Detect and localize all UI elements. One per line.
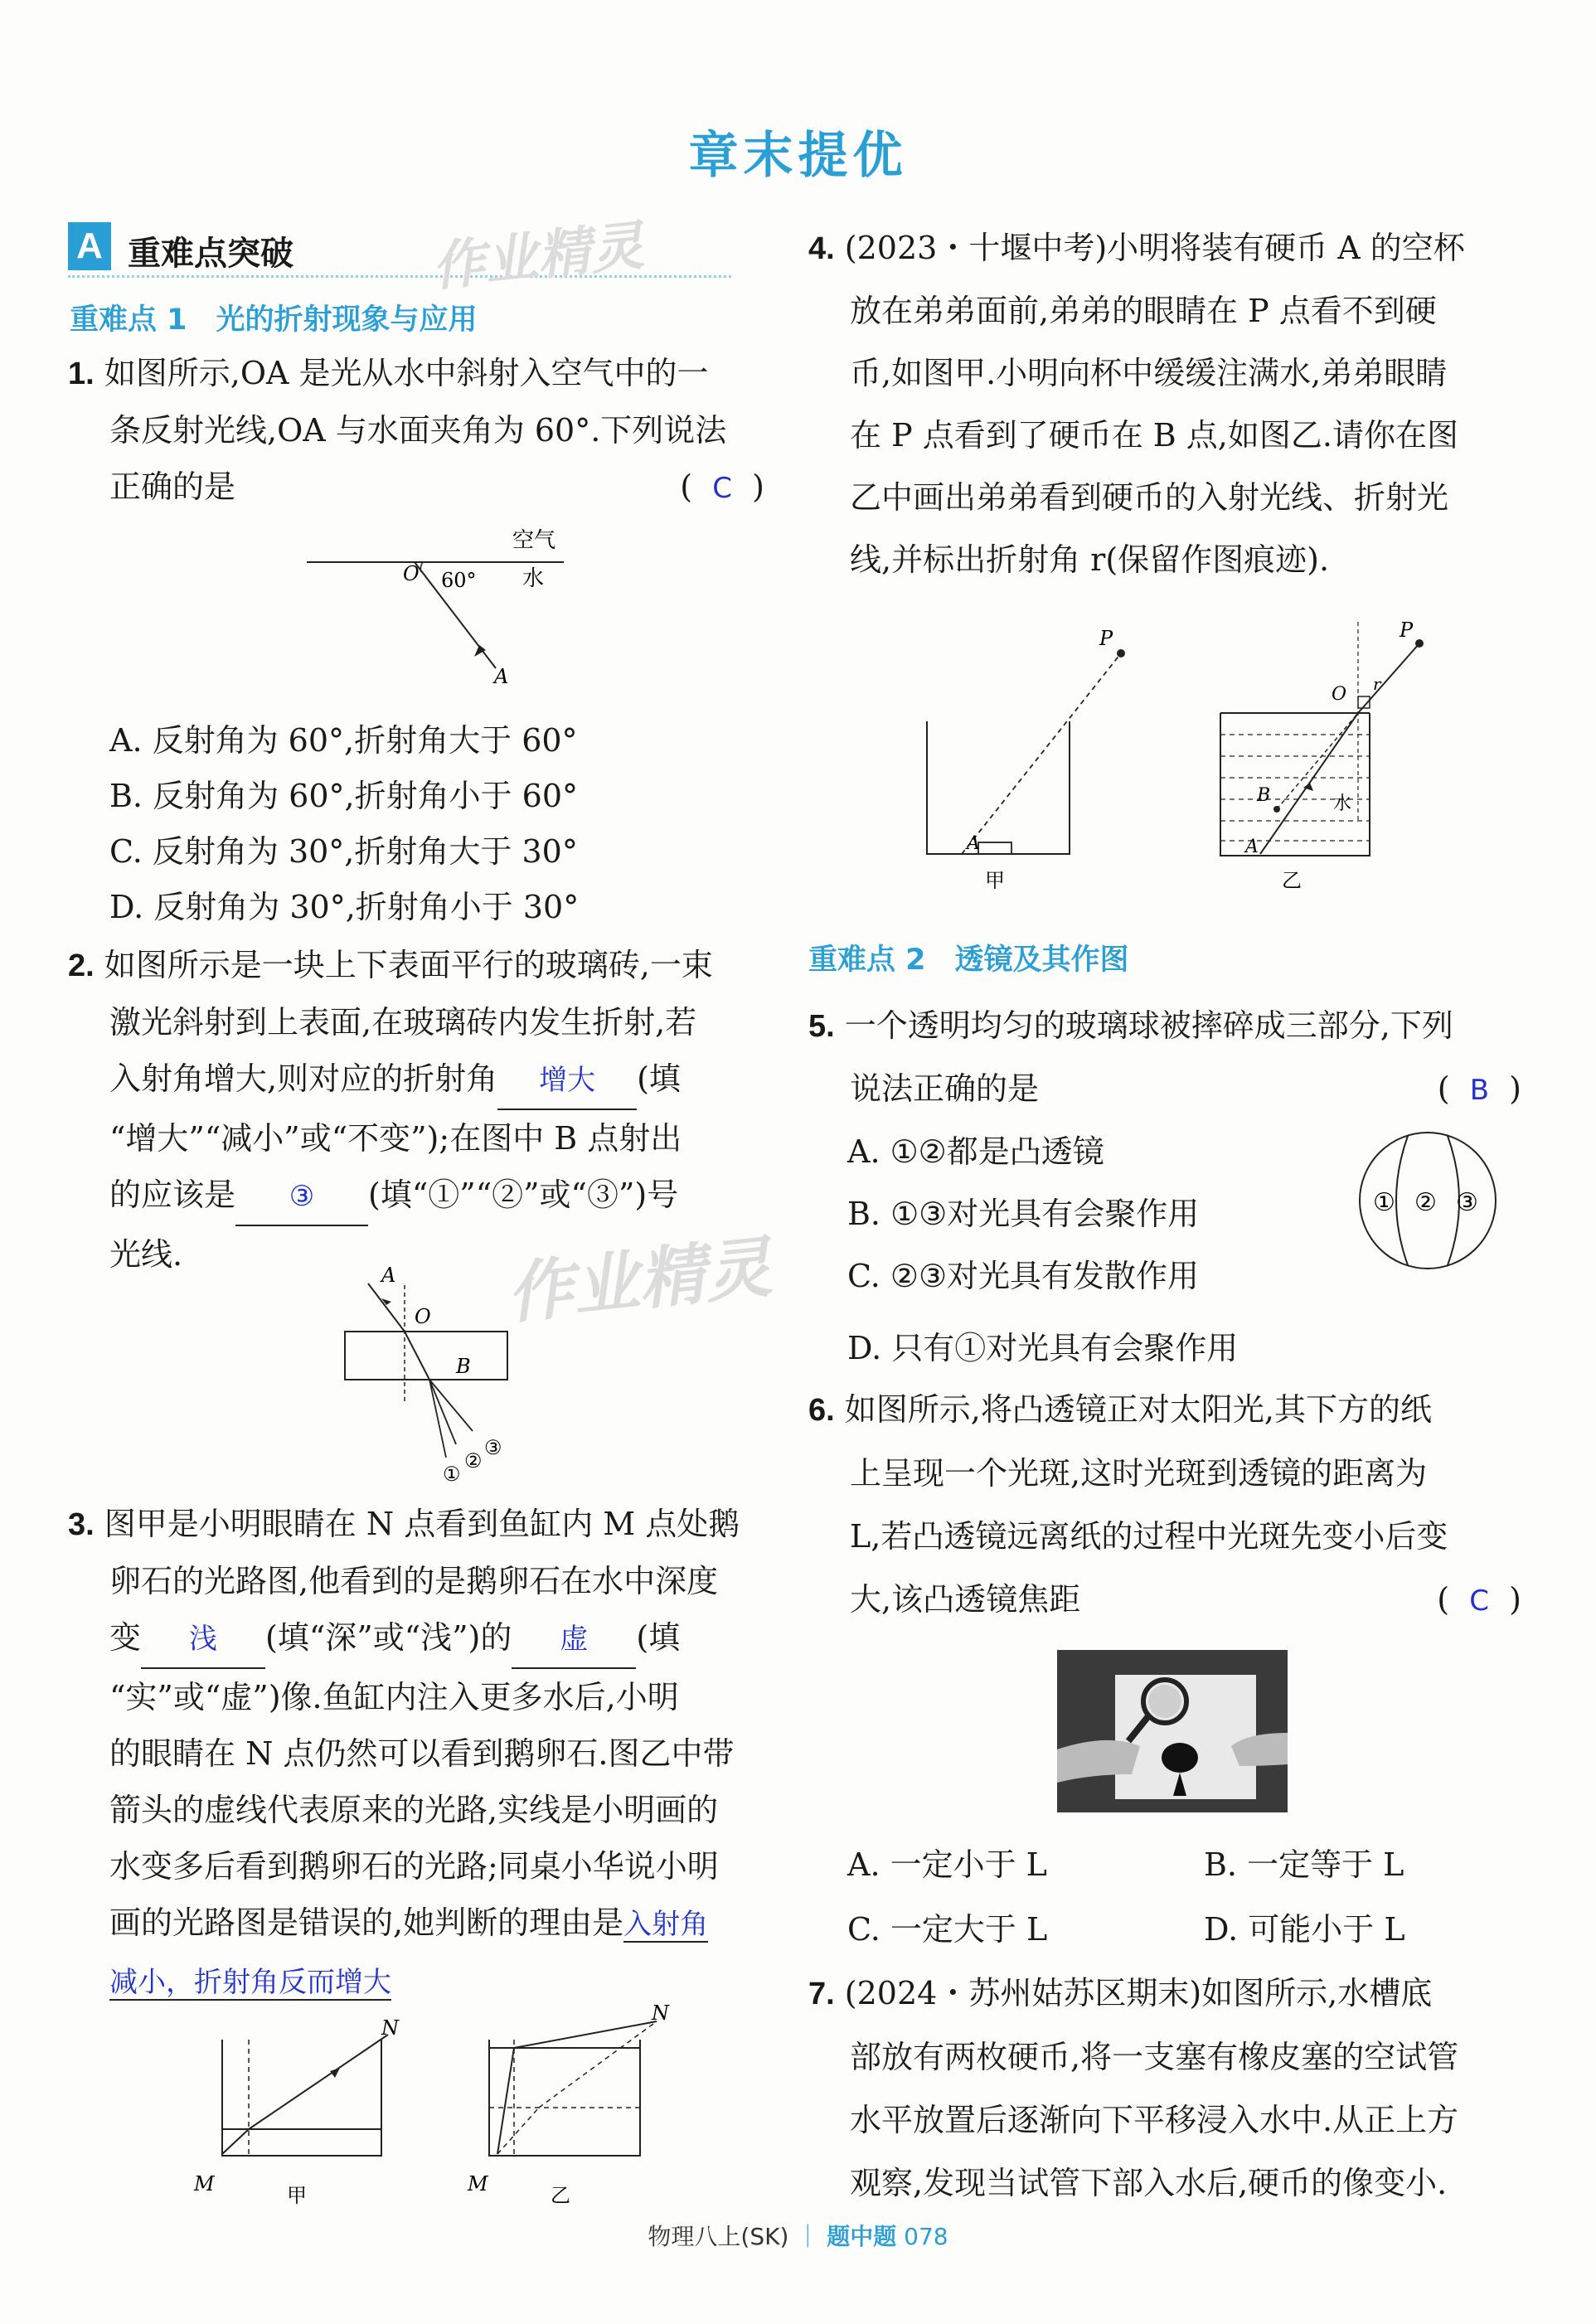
q1-label-air: 空气 [512, 528, 556, 553]
q5-line: 说法正确的是 [850, 1070, 1040, 1107]
q7-line: 部放有两枚硬币,将一支塞有橡皮塞的空试管 [850, 2039, 1459, 2075]
q4-label-a: A [967, 833, 980, 854]
q4-label-o: O [1332, 684, 1347, 705]
q6-number: 6. [808, 1393, 835, 1428]
q3-blank-2[interactable] [512, 1609, 636, 1669]
q1-option: D. 反射角为 30°,折射角小于 30° [109, 889, 580, 925]
q3-label-n2: N [652, 2001, 669, 2025]
q4-figures [912, 614, 1492, 895]
q2-ray-3: ③ [484, 1436, 502, 1459]
q2-line: 激光斜射到上表面,在玻璃砖内发生折射,若 [109, 1004, 697, 1041]
q1-label-water: 水 [522, 566, 545, 591]
q4-label-a2: A [1245, 837, 1259, 857]
q4-line: 在 P 点看到了硬币在 B 点,如图乙.请你在图 [850, 417, 1458, 454]
q7-number: 7. [808, 1977, 835, 2011]
q4-line: 币,如图甲.小明向杯中缓缓注满水,弟弟眼睛 [850, 355, 1448, 391]
q4-line: (2023・十堰中考)小明将装有硬币 A 的空杯 [844, 230, 1465, 266]
q1-label-o: O [403, 562, 420, 585]
q4-label-jia: 甲 [985, 869, 1005, 892]
q3-line: 图甲是小明眼睛在 N 点看到鱼缸内 M 点处鹅 [104, 1506, 740, 1542]
q7-line: 观察,发现当试管下部入水后,硬币的像变小. [850, 2165, 1448, 2201]
q1-line: 正确的是 [109, 468, 236, 505]
question-6 [808, 1378, 1521, 1631]
q2-label-o: O [415, 1305, 431, 1328]
q1-answer: C [712, 472, 733, 505]
q1-option: A. 反射角为 60°,折射角大于 60° [109, 722, 578, 759]
watermark: 作业精灵 [429, 215, 647, 299]
q3-line: “实”或“虚”)像.鱼缸内注入更多水后,小明 [109, 1679, 679, 1715]
q1-line: 条反射光线,OA 与水面夹角为 60°.下列说法 [109, 412, 727, 449]
q3-label-m2: M [468, 2172, 488, 2195]
q5-option: D. 只有①对光具有会聚作用 [847, 1330, 1239, 1366]
q6-line: 如图所示,将凸透镜正对太阳光,其下方的纸 [844, 1391, 1432, 1428]
q6-line: L,若凸透镜远离纸的过程中光斑先变小后变 [850, 1518, 1448, 1555]
q4-number: 4. [808, 231, 835, 266]
q5-options [847, 1121, 1238, 1380]
q6-answer-paren: ( C ) [1437, 1581, 1521, 1618]
q1-figure [298, 521, 580, 687]
question-7 [808, 1962, 1521, 2215]
q5-option: C. ②③对光具有发散作用 [847, 1258, 1200, 1294]
q3-line: (填“深”或“浅”)的 [265, 1619, 512, 1656]
q2-answer-2: ③ [289, 1180, 315, 1213]
q5-part-1: ① [1373, 1188, 1395, 1217]
focus-heading-1: 重难点 1 光的折射现象与应用 [70, 303, 478, 337]
q2-line: 的应该是 [109, 1177, 236, 1213]
q1-answer-paren: ( C ) [680, 468, 764, 505]
q4-label-water: 水 [1333, 793, 1352, 814]
q2-line: 入射角增大,则对应的折射角 [109, 1060, 498, 1097]
q1-label-a: A [494, 665, 509, 688]
q3-answer-3a: 入射角 [623, 1908, 709, 1941]
q2-figure [332, 1264, 531, 1486]
section-badge: A [68, 222, 111, 270]
q5-number: 5. [808, 1009, 835, 1044]
q1-line: 如图所示,OA 是光从水中斜射入空气中的一 [104, 355, 709, 391]
q7-line: 水平放置后逐渐向下平移浸入水中.从正上方 [850, 2102, 1459, 2138]
q2-line: 如图所示是一块上下表面平行的玻璃砖,一束 [104, 947, 713, 983]
q4-label-b: B [1257, 785, 1271, 806]
q6-option: B. 一定等于 L [1204, 1846, 1404, 1883]
q4-label-r: r [1373, 674, 1381, 694]
q5-answer: B [1469, 1074, 1490, 1107]
q3-line: 箭头的虚线代表原来的光路,实线是小明画的 [109, 1792, 719, 1828]
q2-number: 2. [68, 949, 95, 983]
q3-blank-1[interactable] [141, 1609, 265, 1669]
q3-label-m: M [194, 2172, 215, 2195]
footer-book: 物理八上(SK) [648, 2223, 789, 2250]
q2-answer-1: 增大 [539, 1064, 596, 1097]
q6-options [847, 1832, 1511, 1962]
q5-line: 一个透明均匀的玻璃球被摔碎成三部分,下列 [844, 1007, 1453, 1044]
q1-option: B. 反射角为 60°,折射角小于 60° [109, 778, 579, 814]
q2-label-a: A [381, 1264, 396, 1287]
watermark: 作业精灵 [502, 1228, 775, 1333]
q5-answer-paren: ( B ) [1437, 1070, 1521, 1107]
q5-part-2: ② [1414, 1188, 1437, 1217]
q4-line: 放在弟弟面前,弟弟的眼睛在 P 点看不到硬 [850, 293, 1437, 329]
page-title: 章末提优 [688, 127, 908, 185]
q2-line: “增大”“减小”或“不变”);在图中 B 点射出 [109, 1120, 682, 1157]
q3-line: 水变多后看到鹅卵石的光路;同桌小华说小明 [109, 1848, 719, 1885]
q3-line: 的眼睛在 N 点仍然可以看到鹅卵石.图乙中带 [109, 1735, 735, 1772]
question-5 [808, 995, 1521, 1120]
q5-option: A. ①②都是凸透镜 [847, 1133, 1104, 1170]
q3-label-jia: 甲 [287, 2184, 307, 2207]
q5-part-3: ③ [1456, 1188, 1478, 1217]
q7-line: (2024・苏州姑苏区期末)如图所示,水槽底 [844, 1975, 1433, 2011]
question-1 [68, 345, 764, 515]
q3-line: 画的光路图是错误的,她判断的理由是 [109, 1904, 624, 1941]
q5-figure [1351, 1128, 1509, 1277]
page-footer: 物理八上(SK) ｜ 题中题 078 [648, 2223, 948, 2250]
q6-option: C. 一定大于 L [847, 1911, 1048, 1948]
q3-line: (填 [636, 1619, 681, 1656]
q1-options [109, 713, 579, 935]
q4-line: 乙中画出弟弟看到硬币的入射光线、折射光 [850, 479, 1449, 516]
q4-label-p2: P [1400, 619, 1414, 642]
q6-option: A. 一定小于 L [847, 1846, 1047, 1883]
q3-figures [182, 2001, 680, 2222]
q1-number: 1. [68, 357, 95, 391]
focus-heading-2: 重难点 2 透镜及其作图 [808, 944, 1129, 977]
q1-label-angle: 60° [441, 569, 477, 592]
q2-line: (填 [637, 1060, 681, 1097]
q2-line: 光线. [109, 1236, 183, 1273]
footer-tag: 题中题 [827, 2223, 897, 2250]
q5-option: B. ①③对光具有会聚作用 [847, 1196, 1200, 1232]
footer-page-number: 078 [904, 2223, 948, 2250]
q3-answer-1: 浅 [189, 1623, 218, 1656]
q4-label-p: P [1099, 627, 1113, 650]
q3-label-yi: 乙 [551, 2184, 570, 2207]
q3-line: 卵石的光路图,他看到的是鹅卵石在水中深度 [109, 1563, 719, 1599]
q2-ray-1: ① [443, 1463, 461, 1486]
question-3 [68, 1496, 764, 2011]
q2-blank-2[interactable] [235, 1167, 368, 1226]
q2-ray-2: ② [464, 1449, 483, 1473]
q3-answer-2: 虚 [560, 1623, 589, 1656]
section-label: 重难点突破 [128, 235, 293, 273]
q6-line: 大,该凸透镜焦距 [850, 1581, 1081, 1618]
q3-answer-3b: 减小，折射角反而增大 [109, 1966, 391, 1999]
q6-line: 上呈现一个光斑,这时光斑到透镜的距离为 [850, 1455, 1428, 1492]
q3-line: 变 [109, 1619, 142, 1656]
q3-label-n: N [381, 2016, 399, 2040]
q2-blank-1[interactable] [497, 1050, 637, 1110]
q6-photo [1057, 1650, 1288, 1812]
q2-line: (填“①”“②”或“③”)号 [368, 1177, 679, 1213]
q6-option: D. 可能小于 L [1204, 1911, 1405, 1948]
q6-answer: C [1469, 1584, 1490, 1618]
q4-line: 线,并标出折射角 r(保留作图痕迹). [850, 541, 1330, 578]
q1-option: C. 反射角为 30°,折射角大于 30° [109, 833, 578, 870]
question-4 [808, 217, 1521, 591]
q2-label-b: B [456, 1355, 471, 1378]
q4-label-yi: 乙 [1282, 869, 1302, 892]
q3-number: 3. [68, 1507, 95, 1542]
